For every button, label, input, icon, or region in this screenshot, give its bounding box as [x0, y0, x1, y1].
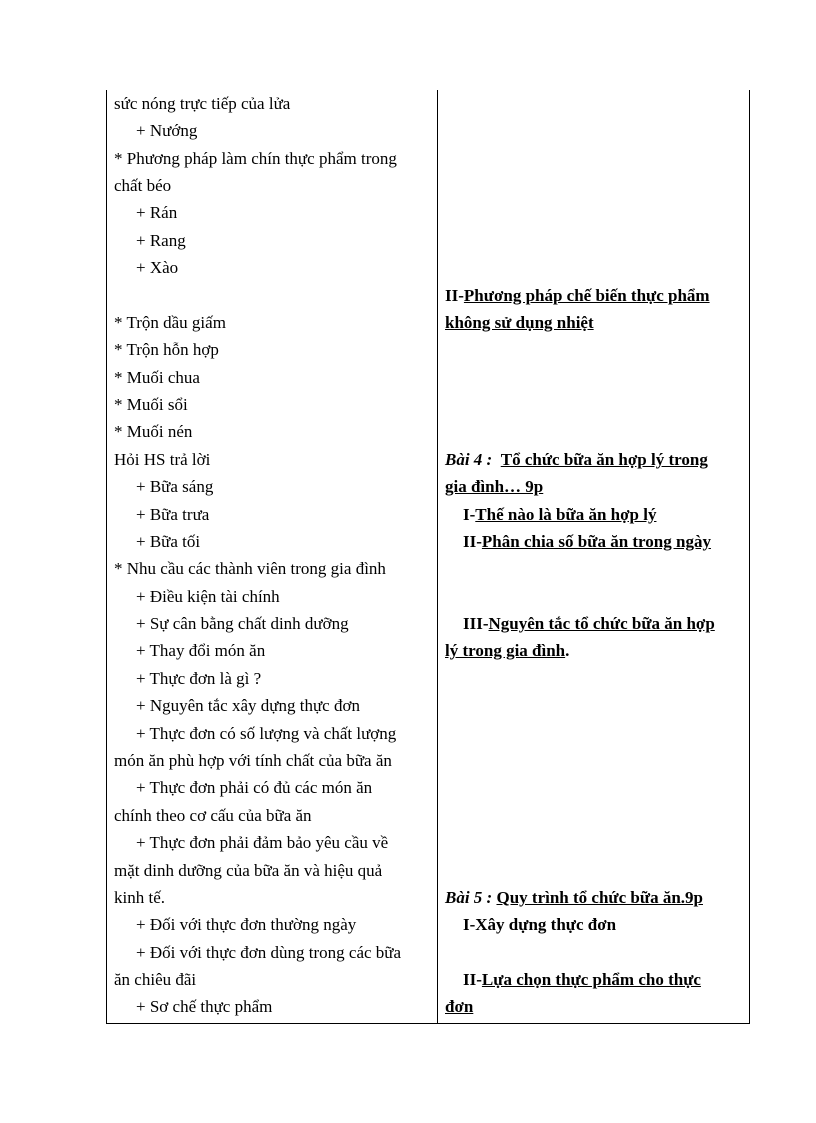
text-line: Hỏi HS trả lời [114, 450, 211, 469]
lesson-heading-cont [445, 477, 543, 497]
text-line: + Rang [136, 231, 186, 250]
table-column-divider [437, 90, 438, 1024]
text-line: + Thực đơn phải có đủ các món ăn [136, 778, 373, 797]
subsection-prefix: III- [463, 614, 489, 633]
subsection-heading [463, 532, 711, 552]
section-heading [445, 286, 747, 306]
lesson-title: gia đình… 9p [445, 477, 544, 496]
text-line: + Đối với thực đơn thường ngày [136, 915, 357, 934]
text-line: + Nguyên tắc xây dựng thực đơn [136, 696, 360, 715]
text-line: + Xào [136, 258, 179, 277]
lesson-title: Quy trình tổ chức bữa ăn.9p [496, 888, 703, 907]
subsection-title: lý trong gia đình [445, 641, 566, 660]
subsection-title: đơn [445, 997, 474, 1016]
text-line: + Bữa trưa [136, 505, 210, 524]
text-line: + Đối với thực đơn dùng trong các bữa [136, 943, 402, 962]
text-line: món ăn phù hợp với tính chất của bữa ăn [114, 751, 392, 770]
subsection-heading-cont [445, 641, 569, 661]
text-line: * Muối chua [114, 368, 200, 387]
text-line: + Thay đổi món ăn [136, 641, 266, 660]
text-line: + Điều kiện tài chính [136, 587, 280, 606]
text-line: * Phương pháp làm chín thực phẩm trong [114, 149, 397, 168]
text-line: mặt dinh dưỡng của bữa ăn và hiệu quả [114, 861, 383, 880]
table-border-right [749, 90, 750, 1024]
subsection-prefix: I- [463, 505, 476, 524]
subsection-heading: I-Xây dựng thực đơn [463, 915, 617, 934]
subsection-heading-cont [445, 997, 473, 1017]
lesson-title: Tổ chức bữa ăn hợp lý trong [500, 450, 708, 469]
subsection-title: Phân chia số bữa ăn trong ngày [481, 532, 711, 551]
table-border-left [106, 90, 107, 1024]
text-line: kinh tế. [114, 888, 165, 907]
subsection-title: Thế nào là bữa ăn hợp lý [475, 505, 657, 524]
lesson-label: Bài 4 : [445, 450, 493, 469]
period: . [565, 641, 570, 660]
text-line: + Sơ chế thực phẩm [136, 997, 273, 1016]
text-line: * Nhu cầu các thành viên trong gia đình [114, 559, 386, 578]
text-line: * Muối nén [114, 422, 193, 441]
section-title: Phương pháp chế biến thực phẩm [463, 286, 710, 305]
subsection-prefix: II- [463, 970, 482, 989]
section-title: không sử dụng nhiệt [445, 313, 594, 332]
subsection-prefix: II- [463, 532, 482, 551]
subsection-title: Nguyên tắc tổ chức bữa ăn hợp [488, 614, 715, 633]
text-line: chất béo [114, 176, 172, 195]
text-line: + Nướng [136, 121, 198, 140]
text-line: * Muối sổi [114, 395, 188, 414]
subsection-heading [463, 505, 656, 525]
text-line: + Bữa tối [136, 532, 201, 551]
text-line: + Bữa sáng [136, 477, 214, 496]
lesson-label: Bài 5 : [445, 888, 493, 907]
table-border-bottom [106, 1023, 750, 1024]
text-line: + Sự cân bằng chất dinh dưỡng [136, 614, 349, 633]
lesson-heading [445, 888, 703, 908]
subsection-title: Lựa chọn thực phẩm cho thực [481, 970, 701, 989]
text-line: * Trộn hỗn hợp [114, 340, 219, 359]
text-line: sức nóng trực tiếp của lửa [114, 94, 291, 113]
subsection-heading [463, 614, 715, 634]
lesson-table [106, 90, 750, 1024]
text-line: + Rán [136, 203, 178, 222]
lesson-heading [445, 450, 708, 470]
text-line: chính theo cơ cấu của bữa ăn [114, 806, 312, 825]
subsection-heading [463, 970, 701, 990]
text-line: + Thực đơn có số lượng và chất lượng [136, 724, 397, 743]
section-heading-cont [445, 313, 594, 333]
text-line: * Trộn dầu giấm [114, 313, 226, 332]
section-prefix: II- [445, 286, 464, 305]
text-line: + Thực đơn phải đảm bảo yêu cầu về [136, 833, 389, 852]
text-line: ăn chiêu đãi [114, 970, 197, 989]
text-line: + Thực đơn là gì ? [136, 669, 262, 688]
